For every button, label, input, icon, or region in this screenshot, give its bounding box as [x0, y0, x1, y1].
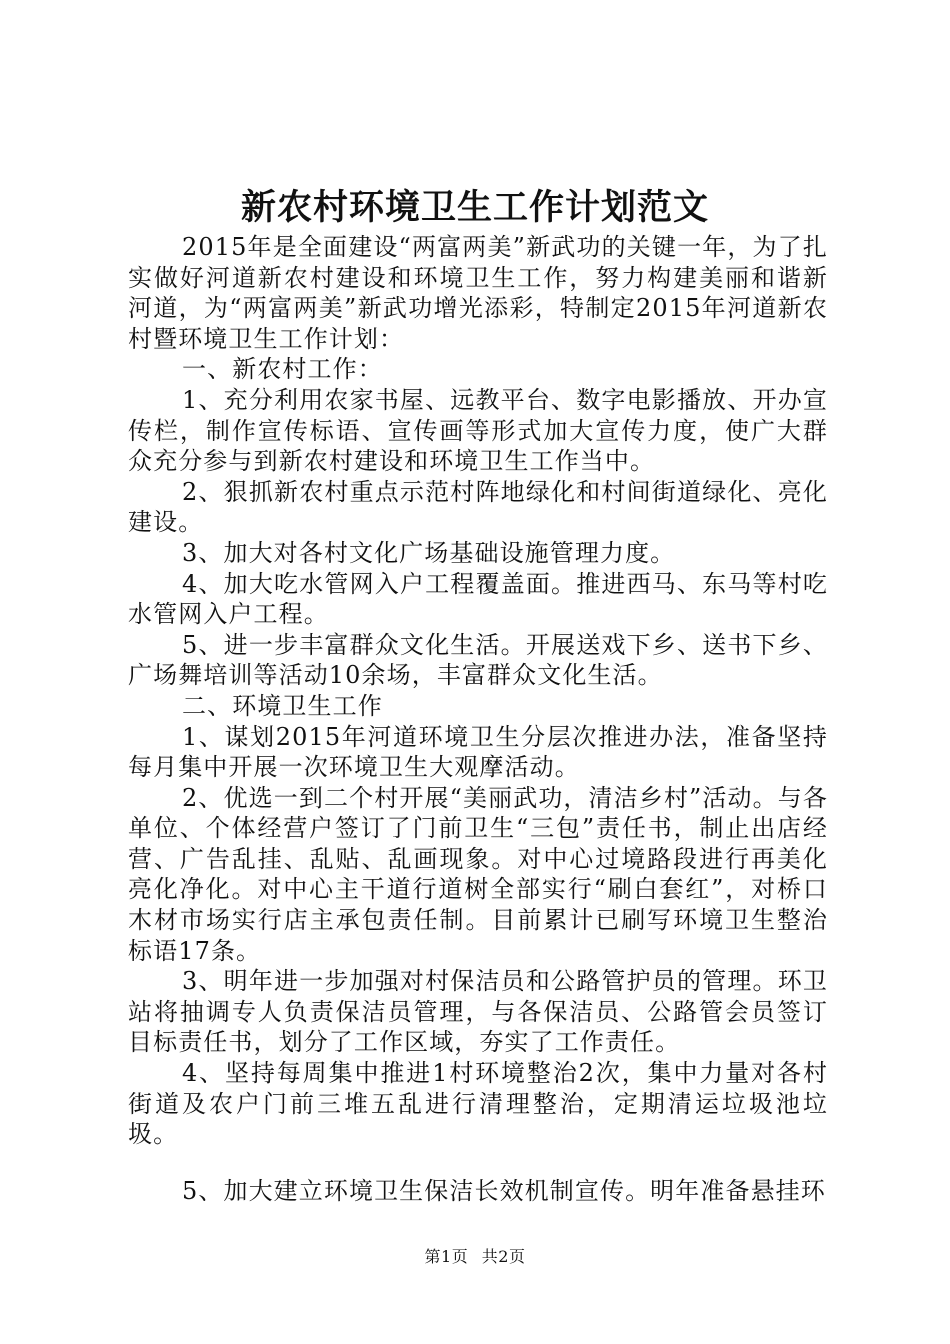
page-footer — [0, 1244, 950, 1267]
paragraph-item: 2、优选一到二个村开展“美丽武功，清洁乡村”活动。与各单位、个体经营户签订了门前卫生“三包”责任书，制止出店经营、广告乱挂、乱贴、乱画现象。对中心过境路段进行再美化亮化净化。对中心主干道行道树全部实行“刷白套红”，对桥口木材市场实行店主承包责任制。目前累计已刷写环境卫生整治标语17条。 — [128, 783, 828, 965]
paragraph-item: 4、坚持每周集中推进1村环境整治2次，集中力量对各村街道及农户门前三堆五乱进行清理整治，定期清运垃圾池垃圾。 — [128, 1059, 828, 1149]
document-title: 新农村环境卫生工作计划范文 — [240, 187, 709, 228]
section-heading-new-village: 一、新农村工作： — [182, 355, 383, 384]
document-body — [128, 232, 828, 1206]
paragraph-intro: 2015年是全面建设“两富两美”新武功的关键一年，为了扎实做好河道新农村建设和环境卫生工作，努力构建美丽和谐新河道，为“两富两美”新武功增光添彩，特制定2015年河道新农村暨环境卫生工作计划： — [128, 233, 828, 353]
paragraph-item: 5、进一步丰富群众文化生活。开展送戏下乡、送书下乡、广场舞培训等活动10余场，丰富群众文化生活。 — [128, 630, 828, 690]
paragraph-item: 4、加大吃水管网入户工程覆盖面。推进西马、东马等村吃水管网入户工程。 — [128, 569, 828, 629]
paragraph-item: 3、加大对各村文化广场基础设施管理力度。 — [182, 538, 676, 567]
page-total: 共2页 — [481, 1247, 526, 1266]
paragraph-item: 2、狠抓新农村重点示范村阵地绿化和村间街道绿化、亮化建设。 — [128, 477, 828, 537]
paragraph-item: 1、充分利用农家书屋、远教平台、数字电影播放、开办宣传栏，制作宣传标语、宣传画等形式加大宣传力度，使广大群众充分参与到新农村建设和环境卫生工作当中。 — [128, 385, 828, 476]
paragraph-item: 3、明年进一步加强对村保洁员和公路管护员的管理。环卫站将抽调专人负责保洁员管理，与各保洁员、公路管会员签订目标责任书，划分了工作区域，夯实了工作责任。 — [128, 967, 828, 1057]
page-number: 第1页 — [424, 1247, 469, 1266]
paragraph-item: 5、加大建立环境卫生保洁长效机制宣传。明年准备悬挂环 — [182, 1176, 826, 1205]
paragraph-item: 1、谋划2015年河道环境卫生分层次推进办法，准备坚持每月集中开展一次环境卫生大观摩活动。 — [128, 722, 828, 782]
section-heading-sanitation: 二、环境卫生工作 — [182, 691, 383, 720]
